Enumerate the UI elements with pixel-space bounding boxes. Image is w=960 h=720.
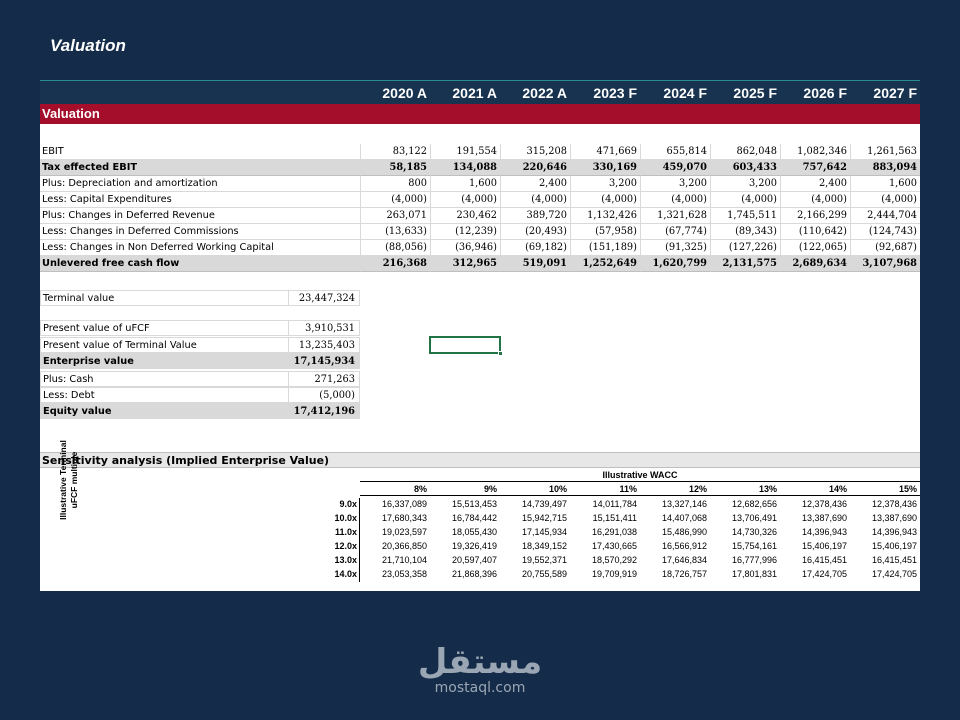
sensitivity-cell[interactable]: 16,415,451	[871, 555, 917, 565]
summary-row	[40, 337, 360, 353]
sensitivity-cell[interactable]: 20,597,407	[451, 555, 497, 565]
fcf-cell[interactable]: (4,000)	[850, 192, 920, 208]
sensitivity-cell[interactable]: 18,570,292	[591, 555, 637, 565]
terminal-value-row	[40, 290, 360, 306]
fcf-cell[interactable]: 459,070	[640, 160, 710, 176]
summary-row-label: Less: Debt	[40, 387, 288, 403]
sensitivity-cell[interactable]: 19,326,419	[451, 541, 497, 551]
sensitivity-cell[interactable]: 16,415,451	[801, 555, 847, 565]
sensitivity-cell[interactable]: 14,407,068	[661, 513, 707, 523]
sensitivity-cell[interactable]: 16,777,996	[731, 555, 777, 565]
sensitivity-cell[interactable]: 15,513,453	[451, 499, 497, 509]
fcf-cell[interactable]: 312,965	[430, 256, 500, 272]
sensitivity-cell[interactable]: 15,406,197	[801, 541, 847, 551]
fcf-cell[interactable]: (110,642)	[780, 224, 850, 240]
fcf-cell[interactable]: 1,745,511	[710, 208, 780, 224]
summary-row-value[interactable]: 17,412,196	[288, 403, 360, 419]
fcf-cell[interactable]: 58,185	[360, 160, 430, 176]
sensitivity-cell[interactable]: 16,291,038	[591, 527, 637, 537]
fcf-cell[interactable]: 757,642	[780, 160, 850, 176]
year-header-2024-f: 2024 F	[663, 85, 707, 101]
sensitivity-multiple-label: 11.0x	[290, 526, 360, 540]
sensitivity-cell[interactable]: 17,430,665	[591, 541, 637, 551]
sensitivity-cell[interactable]: 13,387,690	[871, 513, 917, 523]
fcf-cell[interactable]: 519,091	[500, 256, 570, 272]
fcf-row	[40, 192, 920, 208]
summary-row-value[interactable]: 13,235,403	[288, 337, 360, 353]
summary-row-value[interactable]: 17,145,934	[288, 353, 360, 369]
wacc-header-cell: 13%	[758, 484, 777, 494]
fcf-cell[interactable]: 1,321,628	[640, 208, 710, 224]
sensitivity-cell[interactable]: 16,566,912	[661, 541, 707, 551]
sensitivity-cell[interactable]: 12,682,656	[731, 499, 777, 509]
fcf-cell[interactable]: 330,169	[570, 160, 640, 176]
fcf-cell[interactable]: 83,122	[360, 144, 430, 160]
wacc-header-cell: 10%	[548, 484, 567, 494]
summary-row-value[interactable]: 271,263	[288, 371, 360, 387]
sensitivity-cell[interactable]: 17,145,934	[521, 527, 567, 537]
fcf-row-label: Unlevered free cash flow	[40, 256, 360, 272]
fcf-cell[interactable]: 800	[360, 176, 430, 192]
multiple-axis-label-line2: uFCF multiple	[69, 451, 79, 509]
fcf-cell[interactable]: (122,065)	[780, 240, 850, 256]
wacc-header-cell: 15%	[898, 484, 917, 494]
sensitivity-cell[interactable]: 18,349,152	[521, 541, 567, 551]
fcf-row	[40, 208, 920, 224]
sensitivity-cell[interactable]: 14,396,943	[801, 527, 847, 537]
sensitivity-row	[290, 512, 920, 526]
year-header-2022-a: 2022 A	[522, 85, 567, 101]
wacc-header-row	[360, 483, 920, 496]
fcf-row	[40, 144, 920, 160]
sensitivity-multiple-label: 12.0x	[290, 540, 360, 554]
fcf-row	[40, 176, 920, 192]
fcf-cell[interactable]: 220,646	[500, 160, 570, 176]
terminal-value-cell[interactable]: 23,447,324	[288, 290, 360, 306]
fcf-cell[interactable]: 655,814	[640, 144, 710, 160]
year-header-2020-a: 2020 A	[382, 85, 427, 101]
fcf-cell[interactable]: 2,689,634	[780, 256, 850, 272]
sensitivity-cell[interactable]: 15,151,411	[592, 513, 637, 523]
fcf-cell[interactable]: 1,261,563	[850, 144, 920, 160]
fcf-cell[interactable]: (4,000)	[780, 192, 850, 208]
sensitivity-cell[interactable]: 20,755,589	[521, 569, 567, 579]
sensitivity-cell[interactable]: 13,706,491	[731, 513, 777, 523]
sensitivity-cell[interactable]: 16,784,442	[451, 513, 497, 523]
sensitivity-title: Sensitivity analysis (Implied Enterprise Value)	[40, 452, 920, 468]
sensitivity-cell[interactable]: 15,942,715	[521, 513, 567, 523]
fcf-cell[interactable]: (4,000)	[500, 192, 570, 208]
sensitivity-row	[290, 568, 920, 582]
fcf-cell[interactable]: 603,433	[710, 160, 780, 176]
fcf-cell[interactable]: (124,743)	[850, 224, 920, 240]
fcf-cell[interactable]: 471,669	[570, 144, 640, 160]
sensitivity-cell[interactable]: 18,726,757	[661, 569, 707, 579]
summary-row	[40, 403, 360, 419]
sensitivity-cell[interactable]: 19,023,597	[381, 527, 427, 537]
sensitivity-cell[interactable]: 17,680,343	[381, 513, 427, 523]
wacc-header-cell: 11%	[619, 484, 637, 494]
fcf-cell[interactable]: (151,189)	[570, 240, 640, 256]
sensitivity-cell[interactable]: 14,730,326	[731, 527, 777, 537]
fcf-row-label: Plus: Depreciation and amortization	[40, 176, 360, 192]
fcf-cell[interactable]: (69,182)	[500, 240, 570, 256]
year-header-2026-f: 2026 F	[803, 85, 847, 101]
sensitivity-multiple-label: 10.0x	[290, 512, 360, 526]
sensitivity-cell[interactable]: 12,378,436	[801, 499, 847, 509]
summary-row-label: Present value of uFCF	[40, 320, 288, 336]
sensitivity-cell[interactable]: 13,387,690	[801, 513, 847, 523]
wacc-header-cell: 12%	[688, 484, 707, 494]
fcf-cell[interactable]: 3,200	[640, 176, 710, 192]
fcf-cell[interactable]: (67,774)	[640, 224, 710, 240]
fcf-row	[40, 256, 920, 272]
sensitivity-cell[interactable]: 12,378,436	[871, 499, 917, 509]
fcf-cell[interactable]: (4,000)	[640, 192, 710, 208]
year-header-2027-f: 2027 F	[873, 85, 917, 101]
watermark-url: mostaql.com	[434, 680, 526, 696]
fcf-cell[interactable]: 2,400	[500, 176, 570, 192]
terminal-value-label: Terminal value	[40, 290, 288, 306]
fcf-row	[40, 160, 920, 176]
fcf-cell[interactable]: 3,200	[710, 176, 780, 192]
sensitivity-cell[interactable]: 16,337,089	[381, 499, 427, 509]
multiple-axis-label	[58, 420, 86, 540]
fcf-cell[interactable]: 191,554	[430, 144, 500, 160]
summary-row-label: Equity value	[40, 403, 288, 419]
summary-row	[40, 387, 360, 403]
sensitivity-cell[interactable]: 14,396,943	[871, 527, 917, 537]
sensitivity-cell[interactable]: 14,011,784	[592, 499, 637, 509]
fcf-cell[interactable]: 230,462	[430, 208, 500, 224]
sensitivity-cell[interactable]: 15,406,197	[871, 541, 917, 551]
sensitivity-multiple-label: 14.0x	[290, 568, 360, 582]
fcf-cell[interactable]: 2,131,575	[710, 256, 780, 272]
wacc-header-cell: 8%	[413, 484, 427, 494]
sensitivity-cell[interactable]: 17,424,705	[801, 569, 847, 579]
fcf-row-label: Less: Changes in Deferred Commissions	[40, 224, 360, 240]
year-header-2021-a: 2021 A	[452, 85, 497, 101]
summary-row	[40, 320, 360, 336]
selected-cell[interactable]	[429, 336, 501, 354]
fcf-cell[interactable]: 883,094	[850, 160, 920, 176]
fcf-cell[interactable]: (4,000)	[570, 192, 640, 208]
fcf-row-label: Plus: Changes in Deferred Revenue	[40, 208, 360, 224]
fcf-row-label: Less: Capital Expenditures	[40, 192, 360, 208]
fcf-cell[interactable]: 315,208	[500, 144, 570, 160]
watermark-arabic-logo: مستقل	[417, 642, 543, 682]
wacc-axis-title: Illustrative WACC	[360, 469, 920, 482]
fcf-cell[interactable]: 3,107,968	[850, 256, 920, 272]
fcf-cell[interactable]: (4,000)	[360, 192, 430, 208]
sensitivity-cell[interactable]: 23,053,358	[381, 569, 427, 579]
fcf-cell[interactable]: (20,493)	[500, 224, 570, 240]
fcf-cell[interactable]: (4,000)	[710, 192, 780, 208]
fcf-cell[interactable]: 1,252,649	[570, 256, 640, 272]
fcf-cell[interactable]: (89,343)	[710, 224, 780, 240]
fcf-cell[interactable]: 1,082,346	[780, 144, 850, 160]
fcf-cell[interactable]: 1,600	[850, 176, 920, 192]
sensitivity-row	[290, 498, 920, 512]
fcf-cell[interactable]: 2,400	[780, 176, 850, 192]
sensitivity-cell[interactable]: 14,739,497	[521, 499, 567, 509]
fcf-cell[interactable]: 2,166,299	[780, 208, 850, 224]
sensitivity-cell[interactable]: 17,424,705	[871, 569, 917, 579]
fcf-cell[interactable]: 263,071	[360, 208, 430, 224]
fcf-cell[interactable]: (4,000)	[430, 192, 500, 208]
summary-row-label: Plus: Cash	[40, 371, 288, 387]
summary-row-label: Present value of Terminal Value	[40, 337, 288, 353]
sensitivity-multiple-label: 13.0x	[290, 554, 360, 568]
sensitivity-multiple-label: 9.0x	[290, 498, 360, 512]
sensitivity-cell[interactable]: 19,552,371	[521, 555, 567, 565]
fcf-row-label: Tax effected EBIT	[40, 160, 360, 176]
fcf-row-label: EBIT	[40, 144, 360, 160]
fcf-cell[interactable]: 2,444,704	[850, 208, 920, 224]
multiple-axis-label-line1: Illustrative Terminal	[58, 440, 68, 520]
year-header-2025-f: 2025 F	[733, 85, 777, 101]
fcf-cell[interactable]: 134,088	[430, 160, 500, 176]
fcf-cell[interactable]: (92,687)	[850, 240, 920, 256]
valuation-spreadsheet	[40, 80, 920, 591]
sensitivity-cell[interactable]: 21,710,104	[381, 555, 427, 565]
fcf-cell[interactable]: (36,946)	[430, 240, 500, 256]
sensitivity-cell[interactable]: 18,055,430	[451, 527, 497, 537]
fcf-cell[interactable]: 1,600	[430, 176, 500, 192]
fcf-cell[interactable]: (13,633)	[360, 224, 430, 240]
fcf-row-label: Less: Changes in Non Deferred Working Capital	[40, 240, 360, 256]
sensitivity-row	[290, 526, 920, 540]
year-header-row	[40, 80, 920, 104]
fcf-cell[interactable]: (12,239)	[430, 224, 500, 240]
fcf-cell[interactable]: 3,200	[570, 176, 640, 192]
sensitivity-cell[interactable]: 21,868,396	[451, 569, 497, 579]
year-header-2023-f: 2023 F	[593, 85, 637, 101]
wacc-header-cell: 9%	[483, 484, 497, 494]
fcf-cell[interactable]: (88,056)	[360, 240, 430, 256]
fcf-cell[interactable]: 389,720	[500, 208, 570, 224]
slide-title: Valuation	[50, 36, 126, 55]
fcf-cell[interactable]: 216,368	[360, 256, 430, 272]
sensitivity-cell[interactable]: 15,754,161	[731, 541, 777, 551]
sensitivity-cell[interactable]: 17,646,834	[661, 555, 707, 565]
sensitivity-cell[interactable]: 15,486,990	[661, 527, 707, 537]
fcf-cell[interactable]: 1,132,426	[570, 208, 640, 224]
sensitivity-cell[interactable]: 19,709,919	[591, 569, 637, 579]
summary-row-value[interactable]: (5,000)	[288, 387, 360, 403]
summary-row-label: Enterprise value	[40, 353, 288, 369]
fcf-row	[40, 224, 920, 240]
fcf-cell[interactable]: (91,325)	[640, 240, 710, 256]
fcf-cell[interactable]: (127,226)	[710, 240, 780, 256]
sensitivity-cell[interactable]: 13,327,146	[661, 499, 707, 509]
summary-row	[40, 371, 360, 387]
fill-handle[interactable]	[498, 351, 503, 356]
fcf-cell[interactable]: (57,958)	[570, 224, 640, 240]
mostaql-watermark	[415, 644, 545, 696]
sensitivity-row	[290, 540, 920, 554]
sensitivity-row	[290, 554, 920, 568]
fcf-row	[40, 240, 920, 256]
wacc-header-cell: 14%	[828, 484, 847, 494]
valuation-section-band: Valuation	[40, 104, 920, 124]
sensitivity-cell[interactable]: 20,366,850	[381, 541, 427, 551]
sensitivity-cell[interactable]: 17,801,831	[731, 569, 777, 579]
fcf-cell[interactable]: 862,048	[710, 144, 780, 160]
fcf-cell[interactable]: 1,620,799	[640, 256, 710, 272]
summary-row-value[interactable]: 3,910,531	[288, 320, 360, 336]
summary-row	[40, 353, 360, 369]
